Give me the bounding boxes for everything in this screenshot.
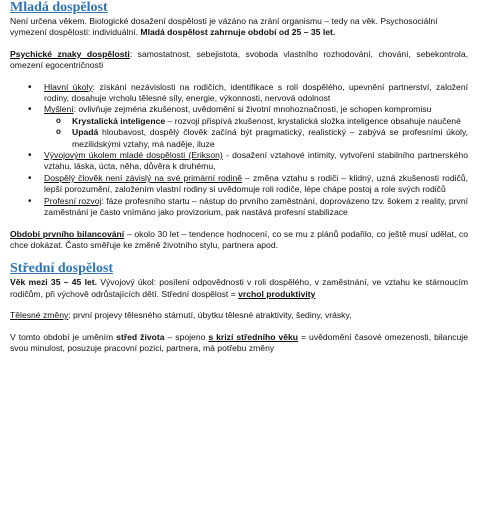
item-text: : ovlivňuje zejména zkušenost, uvědomění si životní mnohoznačnosti, je schopen kompromisu — [73, 104, 432, 115]
list-item-professional — [28, 196, 468, 219]
psychic-signs-text: : samostatnost, sebejistota, svoboda vlastního rozhodování, chování, sebekontrola, omezení egocentričnosti — [10, 48, 468, 71]
crisis-text-3: = uvědomění časové omezenosti, bilancuje svou minulost, posuzuje pracovní pozici, partnera, má potřebu změny — [10, 331, 468, 353]
item-text: - dosažení vztahové intimity, vytvoření stabilního partnerského vztahu, láska, úcta, něha, důvěra k druhému, — [44, 150, 468, 172]
subitem-text: hloubavost, dospělý člověk začíná být pragmatický, realistický – zabývá se profesními úkoly, mezilidskými vztahy, má naděje, iluze — [72, 127, 468, 149]
psychic-signs-paragraph — [10, 49, 468, 72]
thinking-sublist — [44, 116, 468, 150]
crisis-text-2: – spojeno — [164, 331, 209, 342]
body-changes-text: : první projevy tělesného stárnutí, úbytku tělesné atraktivity, šediny, vrásky, — [68, 310, 352, 321]
age-range: Věk mezi 35 – 45 let. — [10, 277, 97, 288]
psychic-signs-label: Psychické znaky dospělosti — [10, 48, 130, 59]
list-item-thinking — [28, 104, 468, 150]
section-title-stredni-dospelost: Střední dospělost — [10, 261, 114, 277]
item-label: Myšlení — [44, 104, 74, 115]
midlife-term: střed života — [116, 331, 165, 342]
item-label: Hlavní úkoly — [44, 81, 93, 92]
body-changes-label: Tělesné změny — [10, 310, 69, 321]
intro-text: Není určena věkem. Biologické dosažení dospělosti je vázáno na zrání organismu – tedy na věk. Psychosociální vymezení dospělosti: individuální. — [10, 16, 438, 38]
document-page — [10, 0, 468, 354]
list-item-primary-family — [28, 173, 468, 196]
balance-label: Období prvního bilancování — [10, 228, 125, 239]
body-changes-paragraph — [10, 310, 468, 321]
midlife-crisis-label: s krizí středního věku — [208, 331, 299, 342]
item-label: Profesní rozvoj — [44, 195, 102, 206]
item-label: Vývojovým úkolem mladé dospělosti (Erikson) — [44, 150, 223, 161]
crisis-text-1: V tomto období je uměním — [10, 331, 117, 342]
main-bullet-list — [10, 82, 468, 219]
item-text: : získání nezávislosti na rodičích, identifikace s rolí dospělého, upevnění partnerství, založení rodiny, dosahuje vrcholu tělesné síly, energie, výkonnosti, nervová odolnost — [44, 81, 469, 104]
productivity-peak: vrchol produktivity — [238, 288, 316, 299]
list-item-main-tasks — [28, 82, 468, 105]
intro-paragraph — [10, 16, 468, 39]
subitem-label: Krystalická inteligence — [72, 115, 166, 126]
midlife-crisis-paragraph — [10, 332, 468, 355]
age-paragraph — [10, 277, 468, 300]
item-label: Dospělý člověk není závislý na své primární rodině — [44, 172, 243, 183]
subitem-label: Upadá — [72, 127, 99, 138]
item-text: – změna vztahu s rodiči – klidný, uzná zkušenosti rodičů, lepší porozumění, založením vlastní rodiny si uvědomuje roli rodiče, lépe chápe postoj a role svých rodičů — [44, 172, 468, 195]
section-title-mlada-dospelost: Mladá dospělost — [10, 0, 108, 15]
subitem-text: – rozvoji přispívá zkušenost, krystalická složka inteligence obsahuje naučené — [165, 115, 461, 126]
intro-age-range: Mladá dospělost zahrnuje období od 25 – 35 let. — [140, 27, 336, 38]
item-text: : fáze profesního startu – nástup do prvního zaměstnání, doprovázeno tzv. šokem z reality, první zaměstnání je často vnímáno jako provizorium, pak nastává profesní stabilizace — [44, 195, 468, 218]
age-text: Vývojový úkol: posílení odpovědnosti v roli dospělého, v zaměstnání, ve vztahu ke stárnoucím rodičům, při výchově odrůstajících dětí. Střední dospělost = — [10, 277, 468, 299]
balance-paragraph — [10, 229, 468, 252]
sublist-item-crystal-intelligence — [56, 116, 468, 127]
list-item-erikson — [28, 150, 468, 173]
balance-text: – okolo 30 let – tendence hodnocení, co se mu z plánů podařilo, co ještě musí udělat, co chce dokázat. Často směřuje ke změně životního stylu, partnera apod. — [10, 228, 468, 250]
sublist-item-declines — [56, 127, 468, 150]
